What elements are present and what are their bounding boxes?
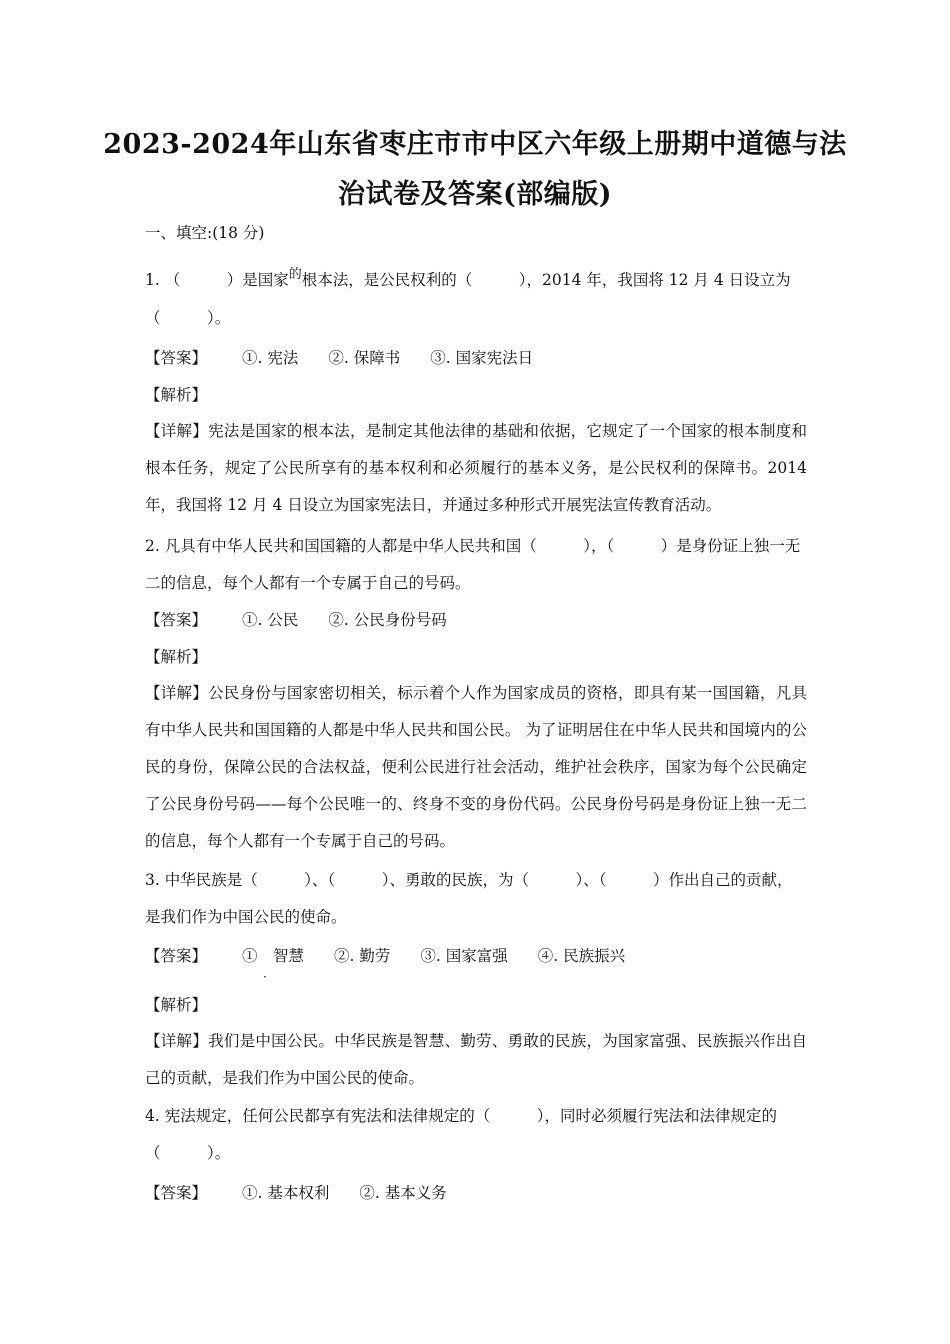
detail-1-text: 宪法是国家的根本法，是制定其他法律的基础和依据，它规定了一个国家的根本制度和根本任务，规定了公民所享有的基本权利和必须履行的基本义务，是公民权利的保障书。2014 年，我国将 12 月 4 日设立为国家宪法日，并通过多种形式开展宪法宣传教育活动。: [145, 422, 807, 514]
detail-2-text: 公民身份与国家密切相关，标示着个人作为国家成员的资格，即具有某一国国籍，凡具有中华人民共和国国籍的人都是中华人民共和国公民。 为了证明居住在中华人民共和国境内的公民的身份，保障公民的合法权益，便利公民进行社会活动，维护社会秩序，国家为每个公民确定了公民身份号码——每个公民唯一的、终身不变的身份代码。公民身份号码是身份证上独一无二的信息，每个人都有一个专属于自己的号码。: [145, 684, 807, 850]
analysis-label: 【解析】: [145, 996, 208, 1014]
detail-label: 【详解】: [145, 1032, 209, 1050]
answer-1-item: ③. 国家宪法日: [430, 349, 534, 367]
detail-2: [145, 675, 807, 860]
answer-3-item: ③. 国家富强: [420, 947, 508, 965]
answer-1-item: ①. 宪法: [242, 349, 299, 367]
question-1-part2: 根本法，是公民权利的（ ），2014 年，我国将 12 月 4 日设立为（ ）。: [145, 271, 791, 327]
question-3: 3. 中华民族是（ ）、（ ）、勇敢的民族，为（ ）、（ ）作出自己的贡献，是我们作为中国公民的使命。: [145, 871, 793, 926]
answer-label: 【答案】: [145, 611, 208, 629]
answer-label: 【答案】: [145, 349, 208, 367]
stray-dot: ·: [263, 970, 267, 984]
answer-4: [145, 1183, 477, 1203]
answer-2: [145, 610, 477, 630]
analysis-label: 【解析】: [145, 386, 208, 404]
answer-3-item: ②. 勤劳: [334, 947, 391, 965]
answer-1-item: ②. 保障书: [328, 349, 401, 367]
document-title-line-1: 2023-2024年山东省枣庄市市中区六年级上册期中道德与法: [103, 129, 847, 160]
answer-4-item: ①. 基本权利: [242, 1184, 330, 1202]
detail-1: [145, 413, 807, 524]
question-1-superscript: 的: [288, 267, 302, 282]
answer-2-item: ②. 公民身份号码: [328, 611, 447, 629]
detail-3: [145, 1023, 807, 1097]
question-4: 4. 宪法规定，任何公民都享有宪法和法律规定的（ ），同时必须履行宪法和法律规定的（ ）。: [145, 1107, 777, 1162]
section-heading: 一、填空:(18 分): [145, 224, 265, 242]
answer-label: 【答案】: [145, 947, 208, 965]
answer-3-item: ④. 民族振兴: [537, 947, 626, 965]
question-2: 2. 凡具有中华人民共和国国籍的人都是中华人民共和国（ ），（ ）是身份证上独一无二的信息，每个人都有一个专属于自己的号码。: [145, 537, 801, 592]
document-title-line-2: 治试卷及答案(部编版): [337, 179, 613, 210]
answer-1: [145, 348, 563, 368]
answer-label: 【答案】: [145, 1184, 208, 1202]
answer-3: [145, 946, 655, 966]
answer-3-item: ① 智慧: [242, 947, 305, 965]
question-1-part1: 1. （ ）是国家: [145, 271, 289, 289]
detail-label: 【详解】: [145, 422, 209, 440]
analysis-label: 【解析】: [145, 648, 208, 666]
detail-label: 【详解】: [145, 684, 209, 702]
answer-4-item: ②. 基本义务: [359, 1184, 447, 1202]
answer-2-item: ①. 公民: [242, 611, 299, 629]
detail-3-text: 我们是中国公民。中华民族是智慧、勤劳、勇敢的民族，为国家富强、民族振兴作出自己的贡献，是我们作为中国公民的使命。: [145, 1032, 807, 1087]
question-1: [145, 262, 807, 337]
